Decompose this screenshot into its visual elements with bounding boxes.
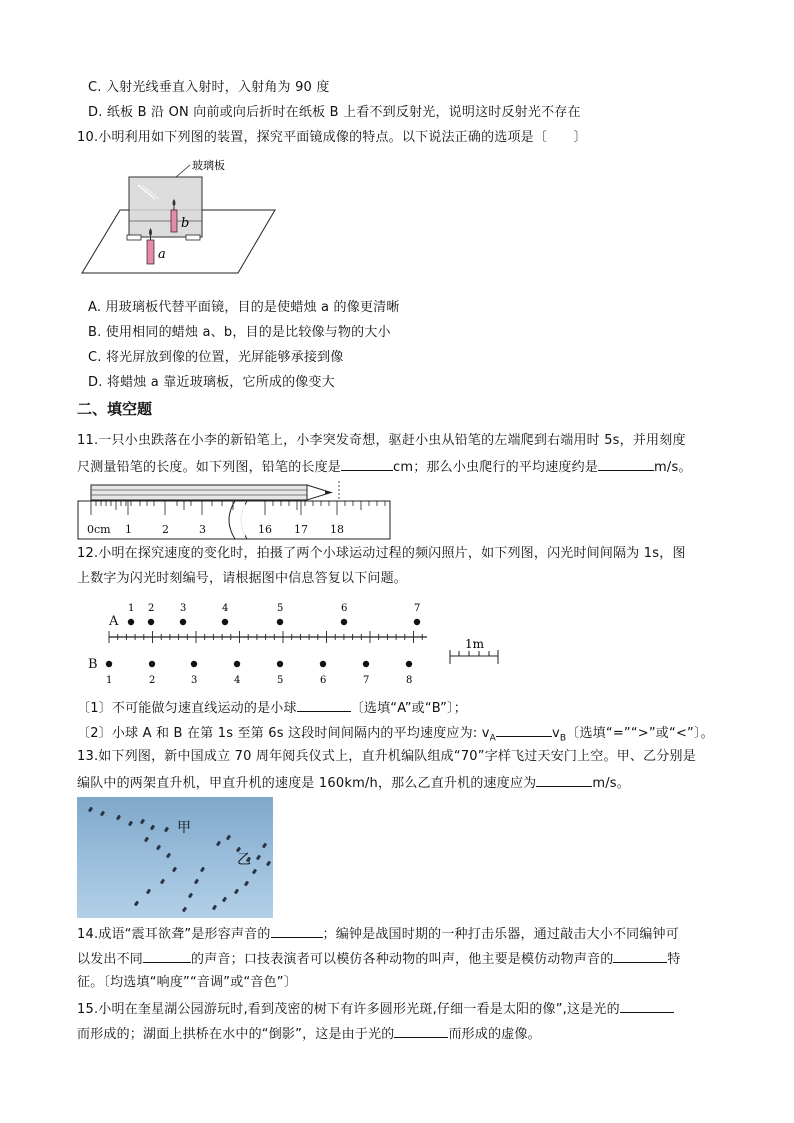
q10-option-c: C. 将光屏放到像的位置，光屏能够承接到像 <box>88 350 344 365</box>
helicopter-silhouette <box>266 861 271 867</box>
q13-line2 <box>77 773 630 793</box>
va-subscript: A <box>489 733 496 744</box>
helicopter-silhouette <box>116 815 121 821</box>
ruler-label-17: 17 <box>294 523 308 536</box>
ball-b-dot <box>149 661 155 667</box>
q12-line2: 上数字为闪光时刻编号，请根据图中信息答复以下问题。 <box>77 571 408 586</box>
ball-a-number: 6 <box>341 603 348 614</box>
q14-text-d: 的声音；口技表演者可以模仿各种动物的叫声，他主要是模仿动物声音的 <box>191 952 614 967</box>
ball-a-dot <box>148 619 154 625</box>
q10-stem: 10.小明利用如下列图的装置，探究平面镜成像的特点。以下说法正确的选项是〔 〕 <box>77 130 587 145</box>
ball-b-number: 1 <box>106 675 113 686</box>
ruler-label-16: 16 <box>258 523 272 536</box>
ruler-label-0cm: 0cm <box>87 523 111 536</box>
vb-subscript: B <box>559 733 567 744</box>
helicopter-silhouette <box>128 821 133 827</box>
ball-a-number: 7 <box>414 603 421 614</box>
candle-b-label: b <box>181 216 190 231</box>
q13-text-a: 编队中的两架直升机，甲直升机的速度是 160km/h，那么乙直升机的速度应为 <box>77 776 537 791</box>
ball-a-number: 3 <box>180 603 187 614</box>
helicopter-silhouette <box>140 819 145 825</box>
ball-a-number: 1 <box>128 603 135 614</box>
helicopter-silhouette <box>156 845 161 851</box>
helicopter-silhouette <box>252 869 257 875</box>
helicopter-silhouette <box>216 841 221 847</box>
q14-text-a: 14.成语“震耳欲聋”是形容声音的 <box>77 927 271 942</box>
helicopter-silhouette <box>150 825 155 831</box>
q11-text-c: m/s。 <box>654 460 692 475</box>
helicopter-silhouette <box>200 867 205 873</box>
helicopter-yi-label: 乙 <box>237 852 251 868</box>
helicopter-silhouette <box>222 897 227 903</box>
q15-text-a: 15.小明在奎星湖公园游玩时,看到茂密的树下有许多圆形光斑,仔细一看是太阳的像”,这是光的 <box>77 1002 620 1017</box>
helicopter-formation-photo <box>77 797 273 918</box>
ball-b-number: 7 <box>363 675 370 686</box>
candle-a-label: a <box>158 247 166 262</box>
helicopter-silhouette <box>160 879 165 885</box>
ball-b-dot <box>191 661 197 667</box>
q10-option-a: A. 用玻璃板代替平面镜，目的是使蜡烛 a 的像更清晰 <box>88 300 400 315</box>
q12-blank-ball[interactable] <box>297 698 351 712</box>
ball-a-dot <box>414 619 420 625</box>
q14-line2 <box>77 949 681 969</box>
q11-ruler-figure <box>77 479 393 541</box>
ball-a-dot <box>128 619 134 625</box>
ball-a-number: 2 <box>148 603 155 614</box>
ball-b-number: 3 <box>191 675 198 686</box>
helicopter-silhouette <box>172 867 177 873</box>
helicopter-silhouette <box>188 893 193 899</box>
q12-sub1 <box>77 698 467 718</box>
q11-blank-speed[interactable] <box>598 457 654 471</box>
q15-line2 <box>77 1024 541 1044</box>
ball-b-number: 8 <box>406 675 413 686</box>
q14-line3: 征。〔均选填“响度”“音调”或“音色”〕 <box>77 975 297 990</box>
helicopter-silhouette <box>212 905 217 911</box>
q12-sub2-text-a: 〔2〕小球 A 和 B 在第 1s 至第 6s 这段时间间隔内的平均速度应为: v <box>77 726 490 741</box>
ball-b-dot <box>406 661 412 667</box>
helicopter-silhouette <box>134 901 139 907</box>
helicopter-silhouette <box>262 843 267 849</box>
q12-sub1-text-b: 〔选填“A”或“B”〕； <box>350 701 468 716</box>
q15-text-c: 而形成的虚像。 <box>448 1027 541 1042</box>
ruler-label-1: 1 <box>125 523 132 536</box>
q14-text-b: ；编钟是战国时期的一种打击乐器，通过敲击大小不同编钟可 <box>322 927 679 942</box>
q14-text-e: 特 <box>667 952 681 967</box>
helicopter-silhouette <box>88 807 93 813</box>
q12-sub2-text-b: v <box>552 726 560 741</box>
q14-blank-1[interactable] <box>271 924 323 938</box>
q12-sub1-text-a: 〔1〕不可能做匀速直线运动的是小球 <box>77 701 297 716</box>
glass-plate-label: 玻璃板 <box>192 159 225 172</box>
helicopter-silhouette <box>244 881 249 887</box>
q10-option-d: D. 将蜡烛 a 靠近玻璃板，它所成的像变大 <box>88 375 335 390</box>
q9-option-d: D. 纸板 B 沿 ON 向前或向后折时在纸板 B 上看不到反射光，说明这时反射光不存在 <box>88 105 581 120</box>
q12-sub2 <box>77 723 714 748</box>
ball-b-label: B <box>88 657 98 672</box>
q11-line2 <box>77 457 692 477</box>
ruler-label-2: 2 <box>162 523 169 536</box>
q9-option-c: C. 入射光线垂直入射时，入射角为 90 度 <box>88 80 330 95</box>
ball-a-dot <box>277 619 283 625</box>
section-title: 二、填空题 <box>77 400 153 418</box>
ball-b-number: 6 <box>320 675 327 686</box>
helicopter-jia-label: 甲 <box>177 820 191 836</box>
q13-text-b: m/s。 <box>592 776 630 791</box>
helicopter-silhouette <box>100 811 105 817</box>
q11-line1: 11.一只小虫跌落在小李的新铅笔上，小李突发奇想，驱赶小虫从铅笔的左端爬到右端用时 5s，并用刻度 <box>77 433 686 448</box>
helicopter-silhouette <box>164 827 169 833</box>
ball-b-number: 5 <box>277 675 284 686</box>
q12-strobe-figure <box>84 598 504 688</box>
q14-line1 <box>77 924 679 944</box>
scale-label: 1m <box>465 637 485 651</box>
ball-b-dot <box>106 661 112 667</box>
q11-blank-length[interactable] <box>341 457 393 471</box>
ball-b-dot <box>277 661 283 667</box>
ball-a-dot <box>222 619 228 625</box>
q14-text-c: 以发出不同 <box>77 952 144 967</box>
ball-b-dot <box>363 661 369 667</box>
q12-line1: 12.小明在探究速度的变化时，拍摄了两个小球运动过程的频闪照片，如下列图，闪光时间间隔为 1s，图 <box>77 546 686 561</box>
q14-blank-3[interactable] <box>613 949 667 963</box>
q13-blank-speed[interactable] <box>536 773 592 787</box>
ruler-label-18: 18 <box>330 523 344 536</box>
ball-b-dot <box>234 661 240 667</box>
q11-text-b: cm；那么小虫爬行的平均速度约是 <box>393 460 599 475</box>
helicopter-silhouette <box>194 879 199 885</box>
ruler-label-3: 3 <box>199 523 206 536</box>
ball-a-number: 4 <box>222 603 229 614</box>
helicopter-silhouette <box>226 835 231 841</box>
helicopter-silhouette <box>256 855 261 861</box>
ball-a-label: A <box>109 614 119 629</box>
q12-sub2-text-c: 〔选填“=”“>”或“<”〕。 <box>566 726 714 741</box>
q11-text-a: 尺测量铅笔的长度。如下列图，铅笔的长度是 <box>77 460 342 475</box>
q15-blank-2[interactable] <box>394 1024 448 1038</box>
q10-option-b: B. 使用相同的蜡烛 a、b，目的是比较像与物的大小 <box>88 325 391 340</box>
q10-glass-plate-figure <box>80 155 280 280</box>
q12-blank-compare[interactable] <box>496 723 552 737</box>
helicopter-silhouette <box>166 853 171 859</box>
ball-a-number: 5 <box>277 603 284 614</box>
ball-b-number: 4 <box>234 675 241 686</box>
helicopter-silhouette <box>144 837 149 843</box>
helicopter-silhouette <box>182 907 187 913</box>
helicopter-silhouette <box>146 889 151 895</box>
ball-a-dot <box>180 619 186 625</box>
ball-a-dot <box>341 619 347 625</box>
q15-line1 <box>77 999 674 1019</box>
q13-line1: 13.如下列图，新中国成立 70 周年阅兵仪式上，直升机编队组成“70”字样飞过天安门上空。甲、乙分别是 <box>77 749 696 764</box>
ball-b-number: 2 <box>149 675 156 686</box>
ball-b-dot <box>320 661 326 667</box>
q14-blank-2[interactable] <box>143 949 191 963</box>
q15-blank-1[interactable] <box>620 999 674 1013</box>
helicopter-silhouette <box>234 889 239 895</box>
q15-text-b: 而形成的；湖面上拱桥在水中的“倒影”，这是由于光的 <box>77 1027 395 1042</box>
